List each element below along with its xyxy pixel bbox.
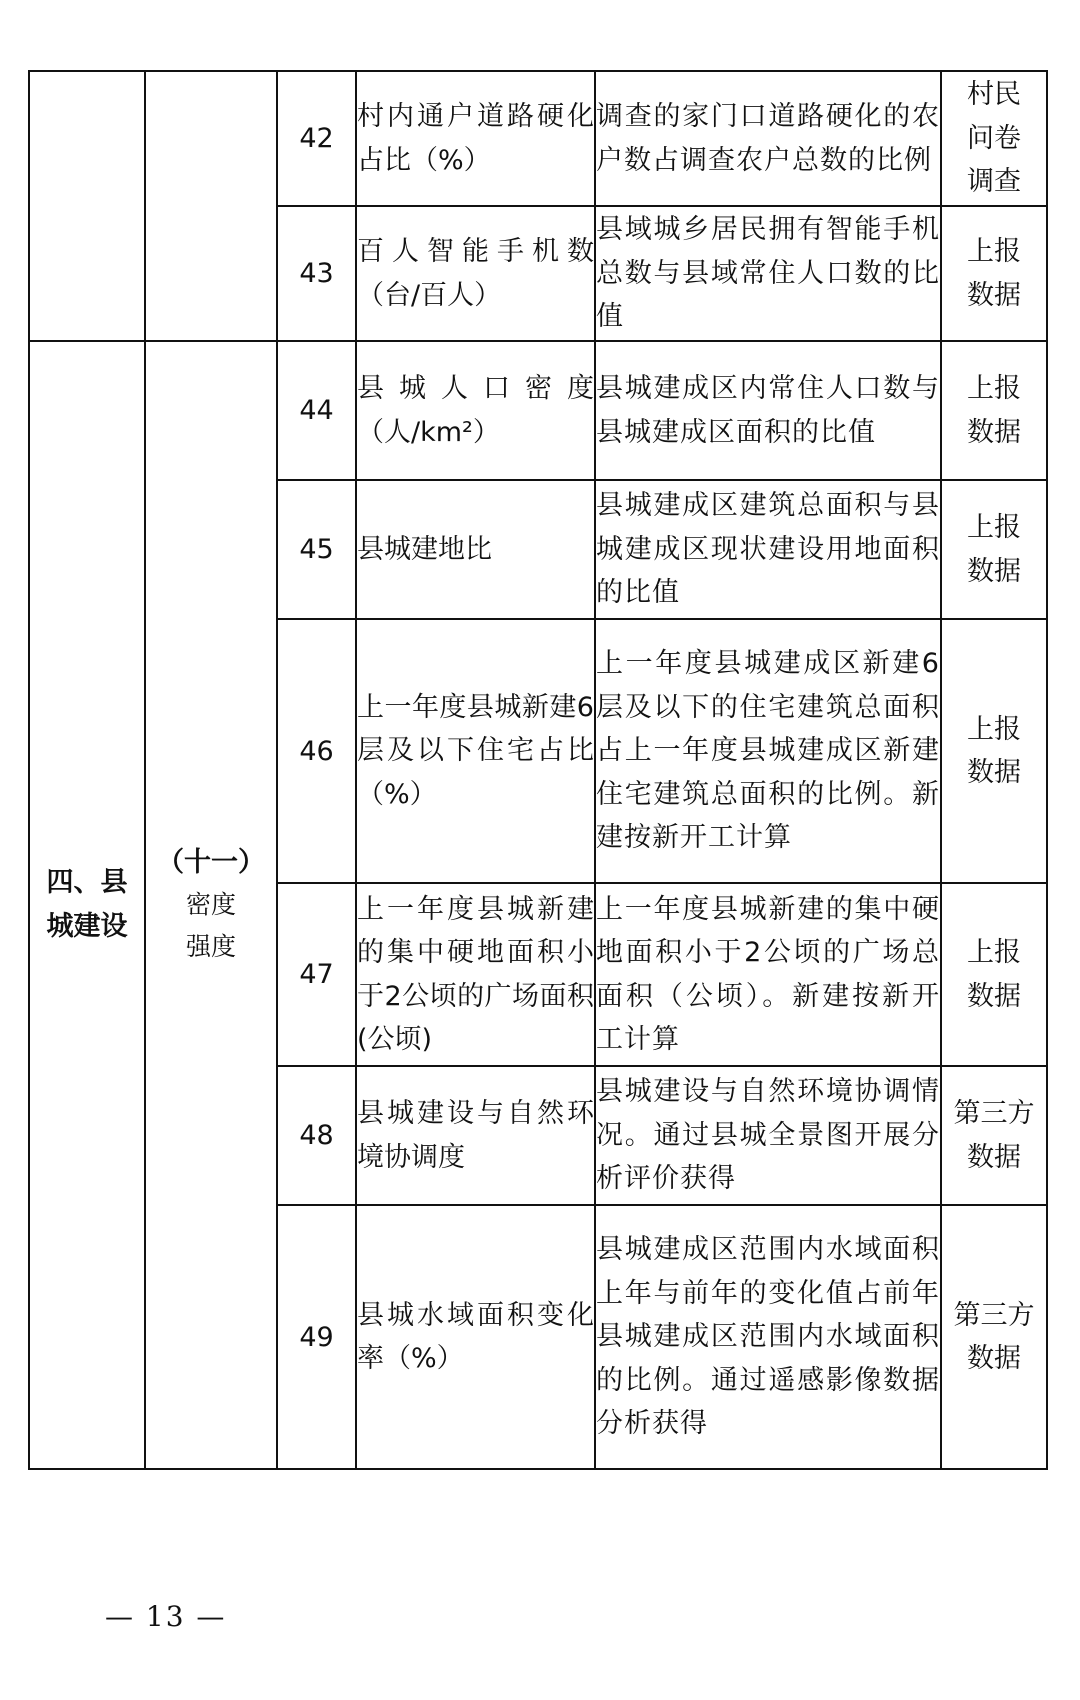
indicator-description: 县域城乡居民拥有智能手机总数与县域常住人口数的比值 bbox=[595, 206, 941, 341]
data-source: 上报数据 bbox=[941, 341, 1047, 480]
indicator-number: 48 bbox=[277, 1066, 356, 1205]
data-source: 第三方数据 bbox=[941, 1066, 1047, 1205]
indicator-number: 46 bbox=[277, 619, 356, 883]
indicator-description: 县城建成区建筑总面积与县城建成区现状建设用地面积的比值 bbox=[595, 480, 941, 619]
empty-category-cell bbox=[29, 71, 145, 341]
subcategory-title: 密度强度 bbox=[185, 890, 236, 961]
indicator-name: 县城建地比 bbox=[356, 480, 595, 619]
data-source: 第三方数据 bbox=[941, 1205, 1047, 1469]
indicator-number: 44 bbox=[277, 341, 356, 480]
indicator-description: 县城建设与自然环境协调情况。通过县城全景图开展分析评价获得 bbox=[595, 1066, 941, 1205]
indicator-number: 45 bbox=[277, 480, 356, 619]
indicator-description: 县城建成区内常住人口数与县城建成区面积的比值 bbox=[595, 341, 941, 480]
indicator-name: 上一年度县城新建6层及以下住宅占比（%） bbox=[356, 619, 595, 883]
empty-subcategory-cell bbox=[145, 71, 277, 341]
indicator-table bbox=[28, 70, 1048, 1470]
indicator-name: 上一年度县城新建的集中硬地面积小于2公顷的广场面积(公顷) bbox=[356, 883, 595, 1066]
table-row bbox=[29, 71, 1047, 206]
page-number: — 13 — bbox=[105, 1600, 227, 1633]
indicator-number: 49 bbox=[277, 1205, 356, 1469]
indicator-name: 县城建设与自然环境协调度 bbox=[356, 1066, 595, 1205]
indicator-description: 上一年度县城新建的集中硬地面积小于2公顷的广场总面积（公顷）。新建按新开工计算 bbox=[595, 883, 941, 1066]
indicator-number: 43 bbox=[277, 206, 356, 341]
data-source: 上报数据 bbox=[941, 619, 1047, 883]
data-source: 村民问卷调查 bbox=[941, 71, 1047, 206]
indicator-description: 县城建成区范围内水域面积上年与前年的变化值占前年县城建成区范围内水域面积的比例。通过遥感影像数据分析获得 bbox=[595, 1205, 941, 1469]
data-source: 上报数据 bbox=[941, 883, 1047, 1066]
data-source: 上报数据 bbox=[941, 480, 1047, 619]
indicator-description: 上一年度县城建成区新建6层及以下的住宅建筑总面积占上一年度县城建成区新建住宅建筑总面积的比例。新建按新开工计算 bbox=[595, 619, 941, 883]
indicator-name: 百人智能手机数（台/百人） bbox=[356, 206, 595, 341]
indicator-name: 县城水域面积变化率（%） bbox=[356, 1205, 595, 1469]
indicator-number: 47 bbox=[277, 883, 356, 1066]
data-source: 上报数据 bbox=[941, 206, 1047, 341]
indicator-name: 村内通户道路硬化占比（%） bbox=[356, 71, 595, 206]
subcategory-index: （十一） bbox=[157, 847, 265, 878]
table-row bbox=[29, 341, 1047, 480]
category-label: 四、县城建设 bbox=[29, 341, 145, 1469]
indicator-number: 42 bbox=[277, 71, 356, 206]
indicator-name: 县城人口密度（人/km²） bbox=[356, 341, 595, 480]
indicator-description: 调查的家门口道路硬化的农户数占调查农户总数的比例 bbox=[595, 71, 941, 206]
subcategory-label bbox=[145, 341, 277, 1469]
